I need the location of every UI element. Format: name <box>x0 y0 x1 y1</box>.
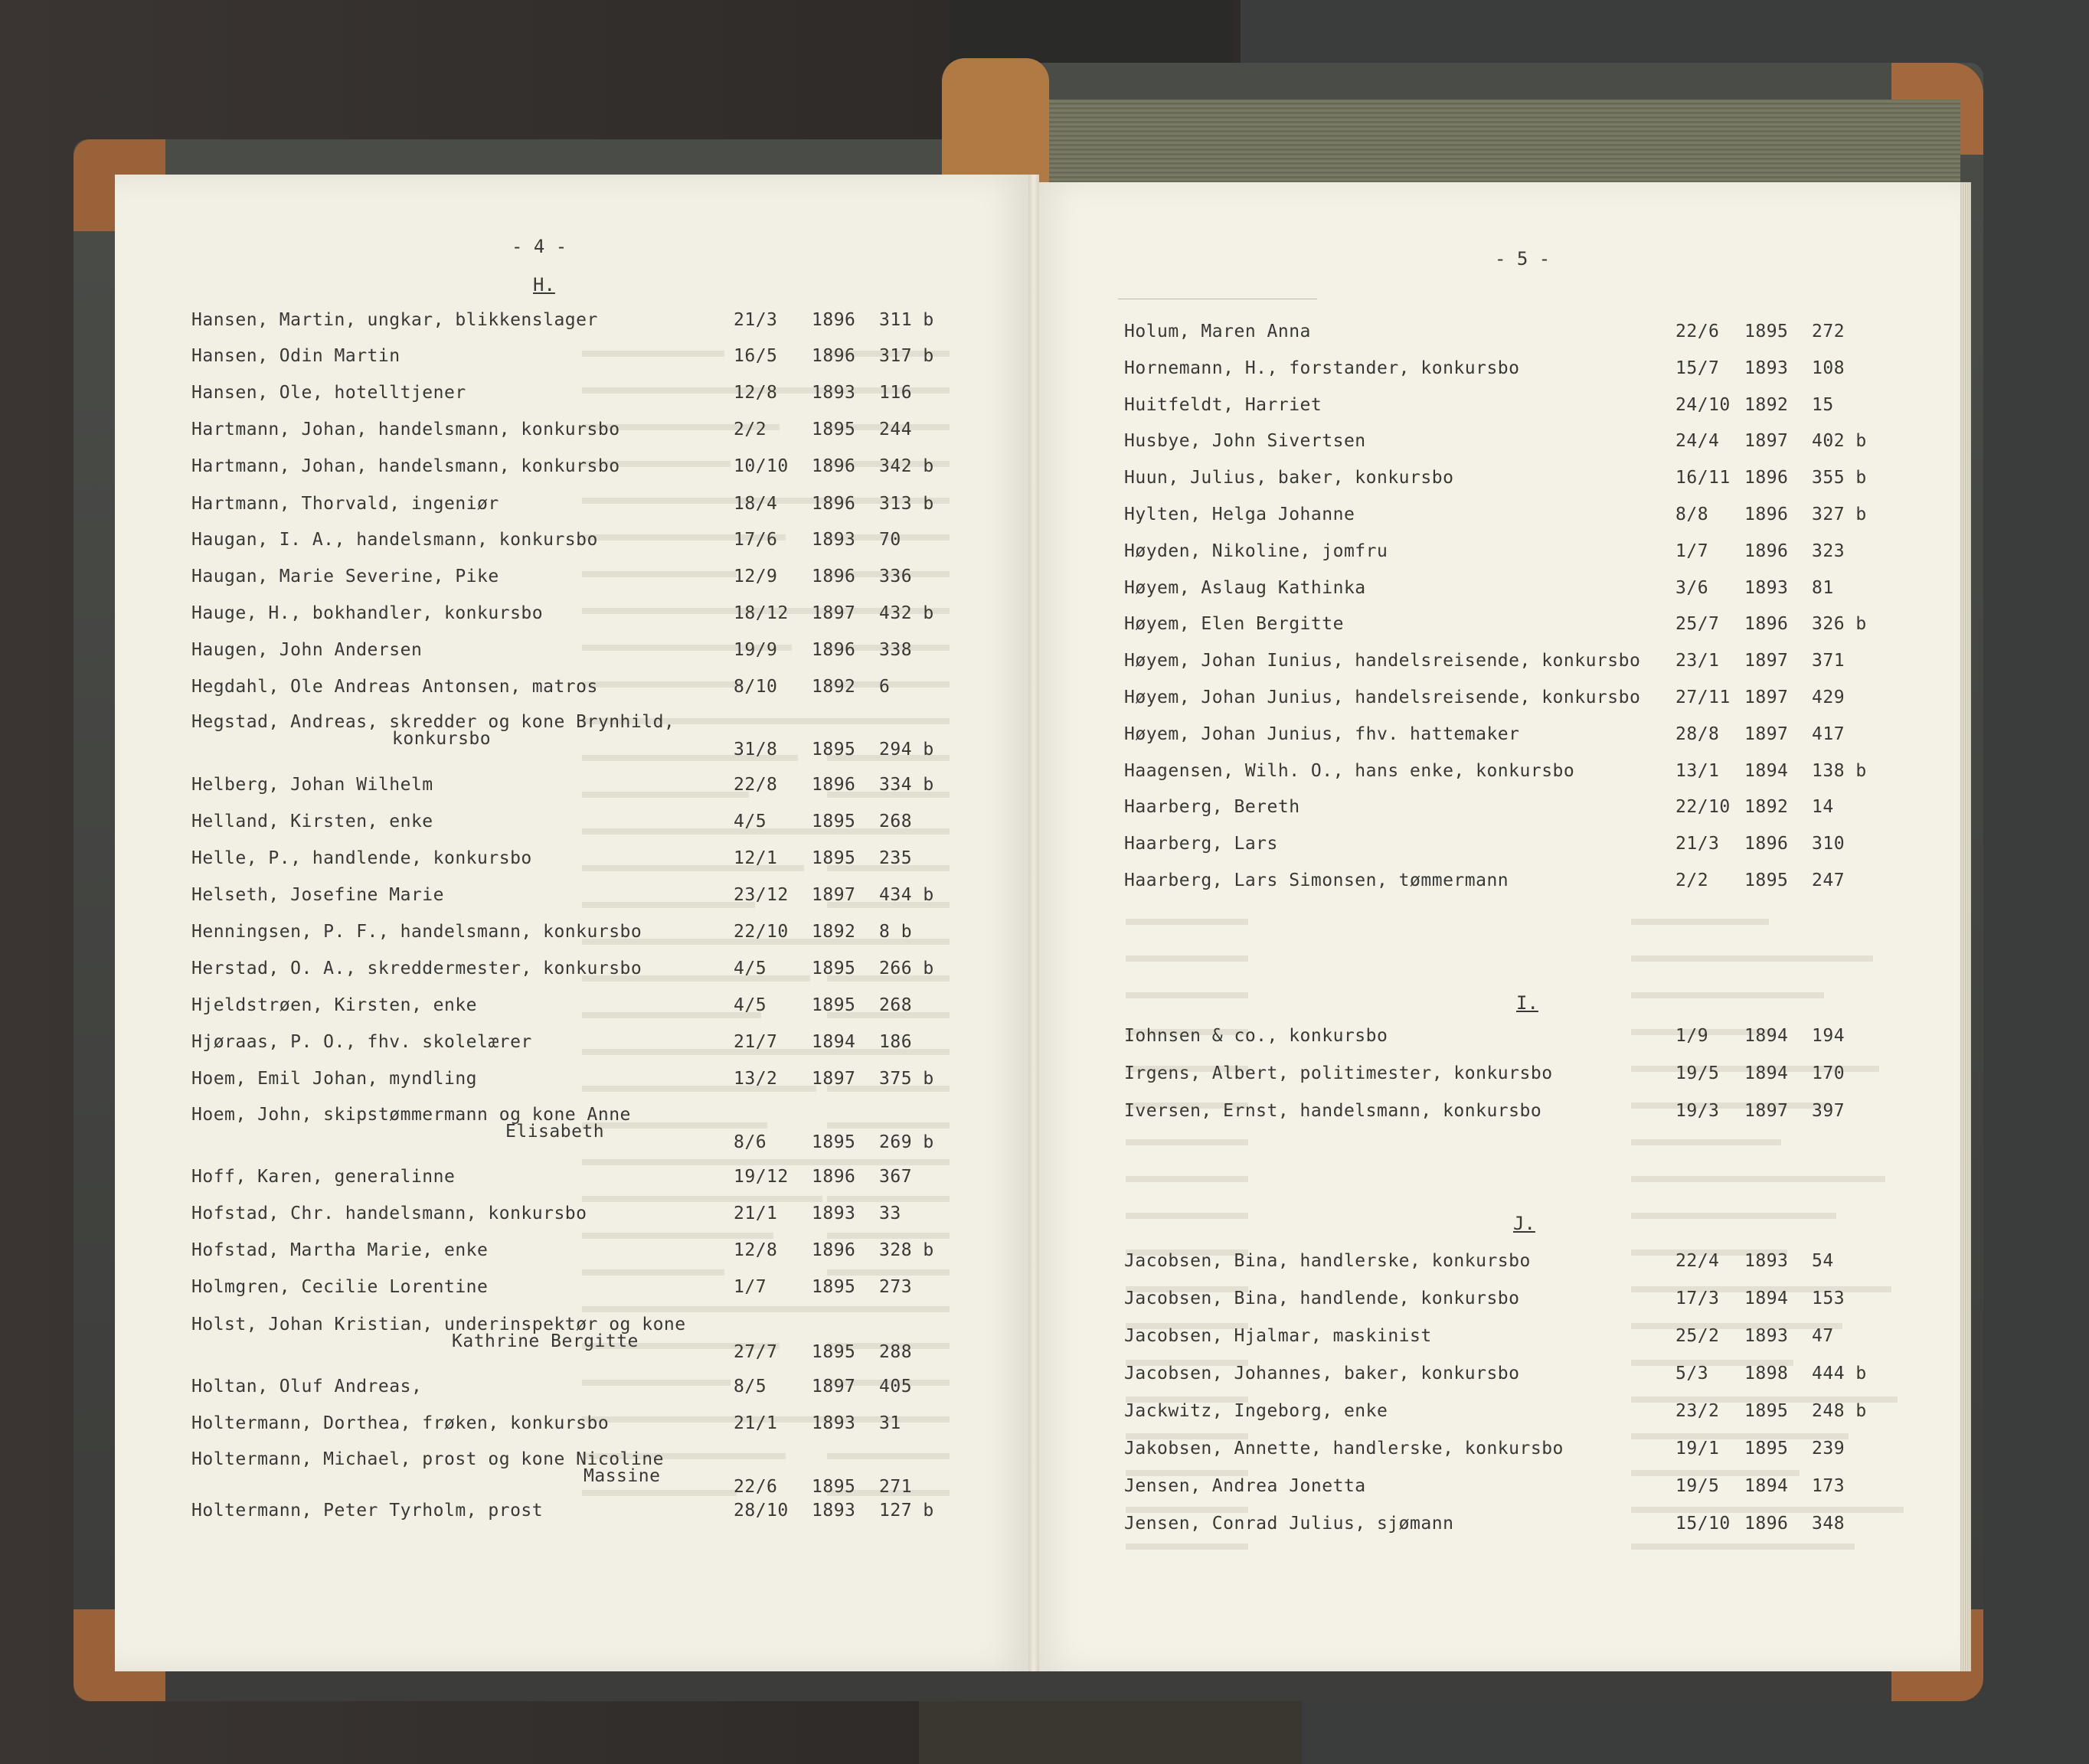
entry-number: 338 <box>879 640 913 660</box>
entry-name: Hauge, H., bokhandler, konkursbo <box>191 603 544 623</box>
entry-name: Jensen, Conrad Julius, sjømann <box>1124 1514 1454 1534</box>
entry-date: 15/7 <box>1675 358 1720 378</box>
entry-year: 1897 <box>1744 431 1789 452</box>
entry-number: 8 b <box>879 922 913 942</box>
entry-name: Helberg, Johan Wilhelm <box>191 775 433 795</box>
entry-number: 402 b <box>1812 431 1867 452</box>
bleed-stroke <box>1631 1139 1781 1145</box>
bleed-stroke <box>1126 956 1248 962</box>
bleed-stroke <box>1631 992 1824 998</box>
entry-date: 24/10 <box>1675 394 1731 415</box>
entry-name: Holum, Maren Anna <box>1124 322 1311 341</box>
entry-name: Høyem, Johan Iunius, handelsreisende, konkursbo <box>1124 651 1641 671</box>
entry-year: 1896 <box>812 775 856 795</box>
entry-year: 1897 <box>812 885 856 905</box>
entry-name: Jacobsen, Bina, handlende, konkursbo <box>1124 1289 1520 1308</box>
entry-year: 1894 <box>812 1032 856 1052</box>
entry-name-continued: Elisabeth <box>505 1122 605 1142</box>
entry-year: 1892 <box>1744 394 1789 415</box>
page-number-right: - 5 - <box>1495 248 1551 270</box>
entry-year: 1894 <box>1744 1063 1789 1083</box>
entry-number: 417 <box>1812 724 1845 744</box>
entry-date: 2/2 <box>734 420 767 439</box>
bleed-stroke <box>582 351 724 357</box>
entry-year: 1894 <box>1744 1476 1789 1496</box>
entry-name: Hoff, Karen, generalinne <box>191 1167 456 1187</box>
entry-year: 1896 <box>812 567 856 586</box>
entry-year: 1893 <box>1744 358 1789 378</box>
entry-name: Jakobsen, Annette, handlerske, konkursbo <box>1124 1439 1564 1459</box>
entry-number: 434 b <box>879 885 934 905</box>
entry-year: 1896 <box>812 456 856 476</box>
entry-number: 108 <box>1812 358 1845 378</box>
entry-name: Haarberg, Bereth <box>1124 797 1300 818</box>
entry-name: Holmgren, Cecilie Lorentine <box>191 1277 489 1297</box>
bleed-stroke <box>1631 1176 1885 1182</box>
bleed-stroke <box>827 1196 950 1202</box>
bleed-stroke <box>1126 1544 1248 1550</box>
entry-name: Hoem, John, skipstømmermann og kone Anne <box>191 1105 631 1125</box>
entry-number: 266 b <box>879 959 934 978</box>
entry-date: 1/7 <box>1675 541 1709 561</box>
entry-number: 311 b <box>879 310 934 330</box>
entry-date: 1/7 <box>734 1277 767 1297</box>
entry-number: 375 b <box>879 1069 934 1089</box>
entry-date: 27/11 <box>1675 688 1731 707</box>
entry-name: Hansen, Ole, hotelltjener <box>191 383 466 403</box>
entry-year: 1897 <box>1744 724 1789 744</box>
entry-date: 16/5 <box>734 346 778 366</box>
entry-name: Hansen, Martin, ungkar, blikkenslager <box>191 310 598 330</box>
bleed-stroke <box>827 1269 950 1276</box>
entry-year: 1897 <box>1744 1101 1789 1121</box>
entry-name: Hofstad, Chr. handelsmann, konkursbo <box>191 1204 587 1223</box>
entry-year: 1895 <box>1744 1439 1789 1459</box>
entry-date: 12/9 <box>734 567 778 586</box>
bleed-stroke <box>1631 1102 1830 1109</box>
entry-number: 33 <box>879 1204 901 1223</box>
entry-name: Helland, Kirsten, enke <box>191 812 433 831</box>
entry-date: 8/6 <box>734 1132 767 1152</box>
entry-year: 1893 <box>1744 1251 1789 1271</box>
entry-name: Holst, Johan Kristian, underinspektør og kone <box>191 1315 686 1334</box>
entry-name: Holtan, Oluf Andreas, <box>191 1377 423 1396</box>
entry-number: 271 <box>879 1477 913 1497</box>
bleed-stroke <box>1631 919 1769 925</box>
entry-number: 268 <box>879 812 913 831</box>
entry-year: 1895 <box>1744 1401 1789 1421</box>
bleed-stroke <box>827 1306 950 1312</box>
bleed-stroke <box>827 1122 950 1129</box>
bleed-stroke <box>827 1159 950 1165</box>
entry-year: 1897 <box>812 603 856 623</box>
entry-date: 3/6 <box>1675 577 1709 598</box>
entry-year: 1895 <box>812 1277 856 1297</box>
entry-number: 323 <box>1812 541 1845 561</box>
entry-number: 288 <box>879 1342 913 1362</box>
entry-name: Helseth, Josefine Marie <box>191 885 444 905</box>
bleed-stroke <box>1631 1470 1800 1476</box>
bleed-stroke <box>1126 1213 1248 1219</box>
entry-year: 1896 <box>1744 834 1789 854</box>
entry-number: 328 b <box>879 1240 934 1260</box>
entry-date: 22/10 <box>734 922 789 942</box>
entry-number: 348 <box>1812 1514 1845 1534</box>
entry-year: 1895 <box>812 740 856 760</box>
bleed-stroke <box>827 1233 950 1239</box>
entry-number: 355 b <box>1812 468 1867 488</box>
entry-name: Haarberg, Lars <box>1124 834 1278 854</box>
entry-date: 22/4 <box>1675 1251 1720 1271</box>
entry-name: Høyden, Nikoline, jomfru <box>1124 541 1388 561</box>
entry-number: 269 b <box>879 1132 934 1152</box>
bleed-stroke <box>1126 919 1248 925</box>
entry-name: Iohnsen & co., konkursbo <box>1124 1026 1388 1046</box>
entry-number: 235 <box>879 848 913 868</box>
entry-name: Haarberg, Lars Simonsen, tømmermann <box>1124 871 1509 890</box>
entry-date: 22/8 <box>734 775 778 795</box>
entry-number: 326 b <box>1812 614 1867 635</box>
entry-year: 1896 <box>812 1240 856 1260</box>
entry-date: 28/10 <box>734 1501 789 1521</box>
entry-year: 1896 <box>812 310 856 330</box>
entry-number: 239 <box>1812 1439 1845 1459</box>
entry-name: Hartmann, Johan, handelsmann, konkursbo <box>191 420 620 439</box>
entry-date: 22/10 <box>1675 797 1731 818</box>
entry-date: 4/5 <box>734 959 767 978</box>
bleed-stroke <box>827 1453 950 1459</box>
entry-name: Jacobsen, Hjalmar, maskinist <box>1124 1326 1432 1346</box>
entry-date: 13/1 <box>1675 760 1720 781</box>
entry-year: 1894 <box>1744 1289 1789 1308</box>
entry-year: 1892 <box>812 677 856 697</box>
entry-name: Høyem, Aslaug Kathinka <box>1124 577 1366 598</box>
entry-year: 1893 <box>1744 1326 1789 1346</box>
entry-date: 8/5 <box>734 1377 767 1396</box>
entry-date: 23/1 <box>1675 651 1720 671</box>
bleed-stroke <box>582 681 743 688</box>
section-heading-h: H. <box>533 274 555 296</box>
entry-date: 25/2 <box>1675 1326 1720 1346</box>
entry-year: 1897 <box>812 1069 856 1089</box>
entry-date: 8/8 <box>1675 505 1709 524</box>
entry-date: 17/6 <box>734 530 778 550</box>
entry-year: 1895 <box>812 848 856 868</box>
bleed-stroke <box>1631 956 1873 962</box>
entry-date: 25/7 <box>1675 614 1720 635</box>
entry-date: 4/5 <box>734 995 767 1015</box>
bleed-stroke <box>582 608 841 614</box>
entry-date: 12/8 <box>734 383 778 403</box>
section-heading-j: J. <box>1513 1213 1535 1234</box>
entry-date: 27/7 <box>734 1342 778 1362</box>
entry-name: Jackwitz, Ingeborg, enke <box>1124 1401 1388 1421</box>
entry-year: 1895 <box>812 1342 856 1362</box>
entry-year: 1893 <box>812 1501 856 1521</box>
entry-name: Hornemann, H., forstander, konkursbo <box>1124 358 1520 378</box>
entry-number: 367 <box>879 1167 913 1187</box>
entry-date: 19/9 <box>734 640 778 660</box>
entry-name: Hoem, Emil Johan, myndling <box>191 1069 478 1089</box>
entry-name: Henningsen, P. F., handelsmann, konkursbo <box>191 922 642 942</box>
entry-date: 15/10 <box>1675 1514 1731 1534</box>
bleed-stroke <box>1126 992 1248 998</box>
entry-number: 14 <box>1812 797 1834 818</box>
entry-date: 5/3 <box>1675 1364 1709 1383</box>
entry-number: 294 b <box>879 740 934 760</box>
bleed-stroke <box>582 571 737 577</box>
bleed-stroke <box>827 718 950 724</box>
entry-year: 1893 <box>812 383 856 403</box>
entry-year: 1895 <box>812 959 856 978</box>
entry-number: 31 <box>879 1413 901 1433</box>
entry-year: 1893 <box>812 1204 856 1223</box>
entry-name: Haugan, I. A., handelsmann, konkursbo <box>191 530 598 550</box>
entry-name: Irgens, Albert, politimester, konkursbo <box>1124 1063 1553 1083</box>
entry-year: 1895 <box>812 420 856 439</box>
entry-name: Huitfeldt, Harriet <box>1124 394 1322 415</box>
bleed-stroke <box>582 1490 737 1496</box>
entry-date: 22/6 <box>1675 322 1720 341</box>
bleed-stroke <box>582 1306 829 1312</box>
entry-year: 1896 <box>812 1167 856 1187</box>
bleed-stroke <box>582 792 749 798</box>
entry-year: 1896 <box>812 346 856 366</box>
entry-date: 12/1 <box>734 848 778 868</box>
entry-number: 429 <box>1812 688 1845 707</box>
entry-number: 371 <box>1812 651 1845 671</box>
bleed-stroke <box>1126 1139 1248 1145</box>
entry-date: 17/3 <box>1675 1289 1720 1308</box>
entry-name: Høyem, Johan Junius, handelsreisende, konkursbo <box>1124 688 1641 707</box>
entry-number: 327 b <box>1812 505 1867 524</box>
entry-name: Husbye, John Sivertsen <box>1124 431 1366 452</box>
entry-number: 273 <box>879 1277 913 1297</box>
entry-name: Jacobsen, Bina, handlerske, konkursbo <box>1124 1251 1531 1271</box>
entry-year: 1896 <box>812 494 856 514</box>
bleed-stroke <box>582 498 835 504</box>
entry-name: Herstad, O. A., skreddermester, konkursbo <box>191 959 642 978</box>
entry-date: 19/3 <box>1675 1101 1720 1121</box>
entry-year: 1897 <box>1744 688 1789 707</box>
entry-name: Holtermann, Michael, prost og kone Nicoline <box>191 1449 664 1469</box>
entry-year: 1895 <box>812 1132 856 1152</box>
entry-name: Haagensen, Wilh. O., hans enke, konkursbo <box>1124 760 1575 781</box>
bleed-stroke <box>1126 1507 1248 1513</box>
entry-date: 19/1 <box>1675 1439 1720 1459</box>
entry-name: Hartmann, Thorvald, ingeniør <box>191 494 499 514</box>
entry-number: 444 b <box>1812 1364 1867 1383</box>
entry-name: Jensen, Andrea Jonetta <box>1124 1476 1366 1496</box>
entry-number: 194 <box>1812 1026 1845 1046</box>
entry-year: 1896 <box>1744 505 1789 524</box>
entry-number: 81 <box>1812 577 1834 598</box>
entry-date: 23/2 <box>1675 1401 1720 1421</box>
bleed-stroke <box>1126 1470 1248 1476</box>
entry-name-continued: Massine <box>584 1466 661 1486</box>
bleed-stroke <box>1631 1213 1836 1219</box>
entry-year: 1893 <box>812 530 856 550</box>
entry-date: 10/10 <box>734 456 789 476</box>
entry-year: 1897 <box>812 1377 856 1396</box>
entry-name: Holtermann, Dorthea, frøken, konkursbo <box>191 1413 610 1433</box>
entry-name: Hansen, Odin Martin <box>191 346 400 366</box>
entry-name: Haugan, Marie Severine, Pike <box>191 567 499 586</box>
entry-year: 1896 <box>1744 468 1789 488</box>
entry-date: 21/1 <box>734 1204 778 1223</box>
entry-year: 1897 <box>1744 651 1789 671</box>
entry-number: 432 b <box>879 603 934 623</box>
entry-number: 247 <box>1812 871 1845 890</box>
bleed-stroke <box>582 1380 731 1386</box>
entry-date: 21/3 <box>1675 834 1720 854</box>
entry-number: 170 <box>1812 1063 1845 1083</box>
entry-name: Hjøraas, P. O., fhv. skolelærer <box>191 1032 532 1052</box>
bleed-stroke <box>582 387 829 394</box>
entry-year: 1894 <box>1744 760 1789 781</box>
entry-year: 1896 <box>1744 1514 1789 1534</box>
bleed-stroke <box>582 1416 835 1423</box>
entry-date: 4/5 <box>734 812 767 831</box>
entry-date: 19/12 <box>734 1167 789 1187</box>
bleed-stroke <box>1126 1176 1248 1182</box>
entry-number: 397 <box>1812 1101 1845 1121</box>
section-heading-i: I. <box>1516 992 1538 1014</box>
entry-number: 405 <box>879 1377 913 1396</box>
entry-name: Haugen, John Andersen <box>191 640 423 660</box>
entry-number: 138 b <box>1812 760 1867 781</box>
entry-name: Hjeldstrøen, Kirsten, enke <box>191 995 478 1015</box>
bleed-stroke <box>582 1196 822 1202</box>
entry-name-continued: konkursbo <box>392 729 492 749</box>
bleed-stroke <box>582 1233 773 1239</box>
entry-number: 127 b <box>879 1501 934 1521</box>
entry-number: 334 b <box>879 775 934 795</box>
entry-number: 336 <box>879 567 913 586</box>
entry-year: 1895 <box>812 995 856 1015</box>
entry-number: 15 <box>1812 394 1834 415</box>
entry-name: Høyem, Johan Junius, fhv. hattemaker <box>1124 724 1520 744</box>
entry-date: 2/2 <box>1675 871 1709 890</box>
entry-number: 272 <box>1812 322 1845 341</box>
entry-date: 21/3 <box>734 310 778 330</box>
entry-number: 116 <box>879 383 913 403</box>
entry-number: 342 b <box>879 456 934 476</box>
entry-year: 1896 <box>1744 541 1789 561</box>
entry-year: 1896 <box>812 640 856 660</box>
entry-date: 21/7 <box>734 1032 778 1052</box>
entry-number: 173 <box>1812 1476 1845 1496</box>
entry-name: Hegdahl, Ole Andreas Antonsen, matros <box>191 677 598 697</box>
entry-number: 47 <box>1812 1326 1834 1346</box>
entry-name: Helle, P., handlende, konkursbo <box>191 848 532 868</box>
entry-number: 268 <box>879 995 913 1015</box>
entry-date: 8/10 <box>734 677 778 697</box>
entry-name: Hegstad, Andreas, skredder og kone Brynhild, <box>191 712 675 732</box>
entry-name-continued: Kathrine Bergitte <box>452 1331 639 1351</box>
entry-year: 1892 <box>1744 797 1789 818</box>
entry-date: 23/12 <box>734 885 789 905</box>
entry-number: 70 <box>879 530 901 550</box>
entry-name: Høyem, Elen Bergitte <box>1124 614 1344 635</box>
entry-date: 16/11 <box>1675 468 1731 488</box>
entry-year: 1895 <box>812 1477 856 1497</box>
bleed-stroke <box>1631 1544 1855 1550</box>
entry-date: 1/9 <box>1675 1026 1709 1046</box>
entry-date: 12/8 <box>734 1240 778 1260</box>
entry-year: 1898 <box>1744 1364 1789 1383</box>
entry-name: Huun, Julius, baker, konkursbo <box>1124 468 1454 488</box>
entry-date: 21/1 <box>734 1413 778 1433</box>
entry-year: 1893 <box>1744 577 1789 598</box>
entry-year: 1893 <box>812 1413 856 1433</box>
entry-date: 18/4 <box>734 494 778 514</box>
bleed-stroke <box>582 1269 724 1276</box>
bleed-stroke <box>1631 1507 1904 1513</box>
entry-year: 1894 <box>1744 1026 1789 1046</box>
entry-year: 1892 <box>812 922 856 942</box>
entry-year: 1895 <box>1744 322 1789 341</box>
entry-name: Hartmann, Johan, handelsmann, konkursbo <box>191 456 620 476</box>
entry-date: 24/4 <box>1675 431 1720 452</box>
entry-number: 186 <box>879 1032 913 1052</box>
entry-date: 13/2 <box>734 1069 778 1089</box>
entry-date: 22/6 <box>734 1477 778 1497</box>
entry-number: 248 b <box>1812 1401 1867 1421</box>
entry-number: 313 b <box>879 494 934 514</box>
entry-date: 19/5 <box>1675 1476 1720 1496</box>
bleed-stroke <box>1631 1323 1842 1329</box>
page-number-left: - 4 - <box>512 236 567 257</box>
entry-name: Hofstad, Martha Marie, enke <box>191 1240 489 1260</box>
entry-number: 310 <box>1812 834 1845 854</box>
entry-name: Holtermann, Peter Tyrholm, prost <box>191 1501 544 1521</box>
entry-number: 153 <box>1812 1289 1845 1308</box>
entry-date: 19/5 <box>1675 1063 1720 1083</box>
entry-date: 18/12 <box>734 603 789 623</box>
entry-number: 6 <box>879 677 891 697</box>
entry-name: Iversen, Ernst, handelsmann, konkursbo <box>1124 1101 1542 1121</box>
entry-date: 28/8 <box>1675 724 1720 744</box>
entry-year: 1896 <box>1744 614 1789 635</box>
entry-number: 54 <box>1812 1251 1834 1271</box>
entry-year: 1895 <box>812 812 856 831</box>
bleed-stroke <box>582 1086 816 1092</box>
entry-number: 317 b <box>879 346 934 366</box>
entry-name: Jacobsen, Johannes, baker, konkursbo <box>1124 1364 1520 1383</box>
bleed-stroke <box>582 902 755 908</box>
entry-year: 1895 <box>1744 871 1789 890</box>
entry-number: 244 <box>879 420 913 439</box>
entry-date: 31/8 <box>734 740 778 760</box>
entry-name: Hylten, Helga Johanne <box>1124 505 1355 524</box>
